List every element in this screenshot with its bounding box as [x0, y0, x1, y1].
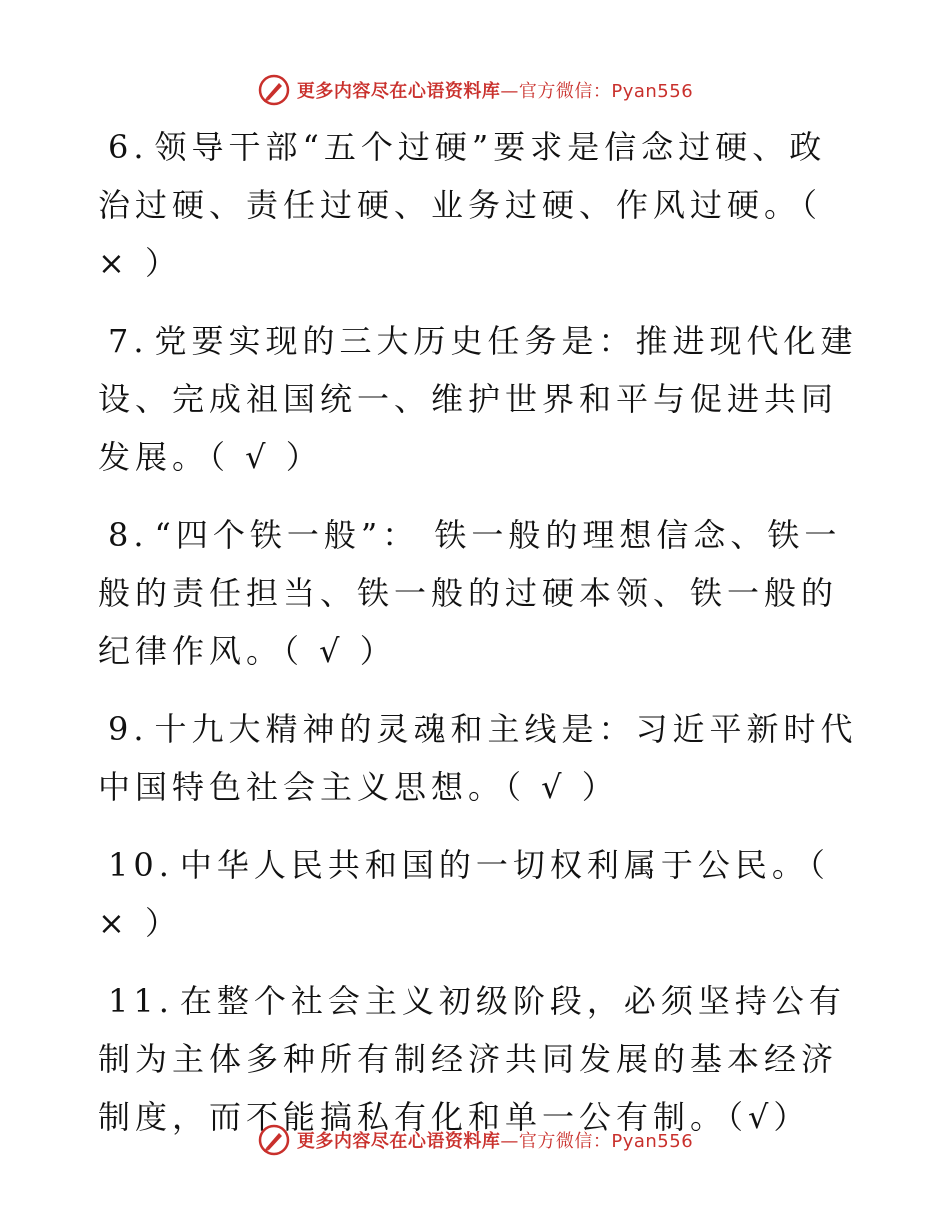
item-number: 10. — [108, 846, 174, 884]
banner-content — [257, 1123, 693, 1157]
item-number: 7. — [108, 322, 149, 360]
pen-seal-icon — [257, 73, 291, 107]
question-list — [98, 118, 858, 1166]
banner-content — [257, 73, 693, 107]
item-number: 9. — [108, 710, 149, 748]
list-item — [98, 836, 858, 952]
item-text: 十九大精神的灵魂和主线是：习近平新时代中国特色社会主义思想。（ √ ） — [98, 710, 858, 806]
banner-text: 更多内容尽在心语资料库—官方微信：Pyan556 — [296, 1131, 694, 1152]
item-text: “四个铁一般”： 铁一般的理想信念、铁一般的责任担当、铁一般的过硬本领、铁一般的纪律作风。（ √ ） — [98, 516, 842, 670]
banner-text: 更多内容尽在心语资料库—官方微信：Pyan556 — [296, 81, 694, 102]
list-item — [98, 118, 858, 292]
list-item — [98, 312, 858, 486]
list-item — [98, 506, 858, 680]
item-number: 11. — [108, 982, 174, 1020]
footer-banner — [0, 1120, 950, 1160]
list-item — [98, 700, 858, 816]
item-text: 领导干部“五个过硬”要求是信念过硬、政治过硬、责任过硬、业务过硬、作风过硬。（ × ） — [98, 128, 827, 282]
item-number: 8. — [108, 516, 149, 554]
item-text: 中华人民共和国的一切权利属于公民。（ × ） — [98, 846, 830, 942]
item-text: 党要实现的三大历史任务是：推进现代化建设、完成祖国统一、维护世界和平与促进共同发展。（ √ ） — [98, 322, 858, 476]
header-banner — [0, 70, 950, 110]
item-number: 6. — [108, 128, 149, 166]
item-text: 在整个社会主义初级阶段，必须坚持公有制为主体多种所有制经济共同发展的基本经济制度，而不能搞私有化和单一公有制。（√） — [98, 982, 846, 1136]
pen-seal-icon — [257, 1123, 291, 1157]
